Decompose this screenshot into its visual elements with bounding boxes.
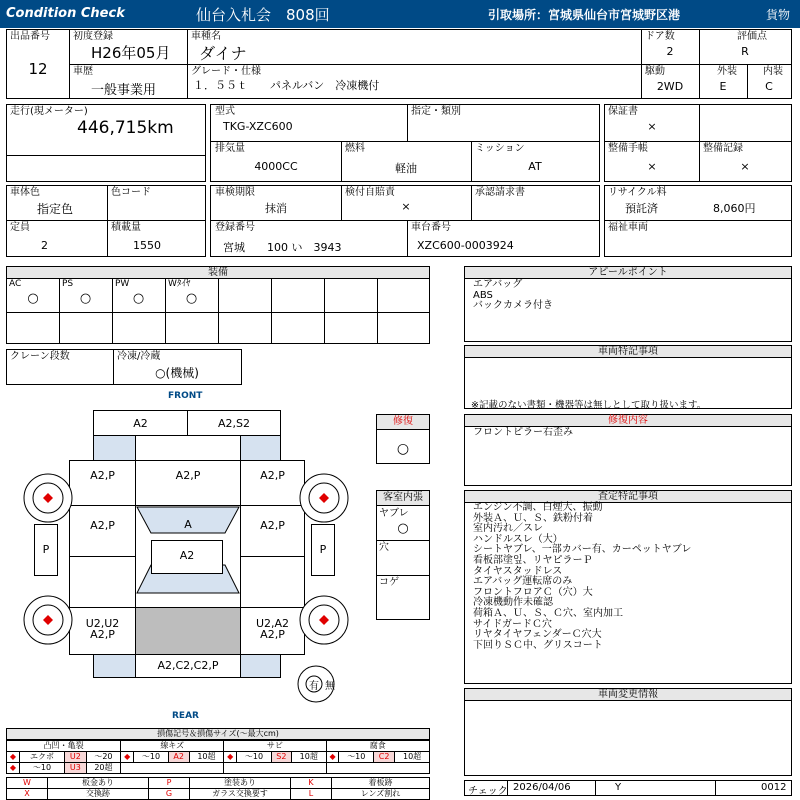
inspection-note-line: エンジン不調、白煙大、振動	[473, 502, 603, 513]
first-reg: H26年05月	[91, 44, 171, 62]
warranty-block	[604, 104, 792, 182]
interior-label: 内装	[763, 66, 783, 77]
legend-size: 〜10	[134, 752, 169, 763]
footer-check-block	[464, 780, 792, 796]
vehicle-diagram	[0, 388, 375, 723]
legend-symbol: ◆	[7, 763, 20, 774]
mileage-block	[6, 104, 206, 182]
doors-label: ドア数	[645, 31, 675, 42]
appeal-line: エアバッグ	[473, 279, 523, 290]
check-label: チェック	[468, 786, 508, 797]
color-code-label: 色コード	[111, 187, 151, 198]
approval-label: 承認請求書	[475, 187, 525, 198]
mission-label: ミッション	[475, 143, 525, 154]
change-info-title: 車両変更情報	[465, 689, 791, 701]
legend-size: 〜10	[339, 752, 374, 763]
legend-size: 〜10	[19, 763, 64, 774]
front-label: FRONT	[168, 391, 203, 401]
mileage: 446,715km	[77, 118, 174, 138]
equipment-title: 装備	[7, 267, 429, 279]
displacement-label: 排気量	[215, 143, 245, 154]
special-note: ※記載のない書類・機器等は無しとして取り扱います。	[471, 400, 707, 411]
hood: A2,P	[135, 460, 241, 506]
load-label: 積載量	[111, 222, 141, 233]
inspection-notes-title: 査定特記事項	[465, 491, 791, 503]
crane-fridge-block	[6, 349, 242, 385]
legend-size: 10超	[189, 752, 224, 763]
legend-code: A2	[168, 752, 189, 763]
trim-label: グレード・仕様	[191, 66, 261, 77]
legend-size: 〜10	[237, 752, 272, 763]
vehicle-category: 貨物	[766, 8, 791, 22]
drive: 2WD	[656, 80, 684, 93]
left-rear-panel: U2,U2 A2,P	[69, 607, 136, 655]
repair-box-mark: ○	[396, 441, 410, 457]
legend-table	[6, 740, 430, 774]
front-right-corner	[240, 435, 281, 461]
repair-box	[376, 414, 430, 464]
interior: C	[765, 80, 773, 93]
legend-code: S2	[271, 752, 291, 763]
equip-mark-ps: ○	[79, 291, 92, 306]
cabin-hole-label: 穴	[379, 542, 389, 553]
model-code: TKG-XZC600	[223, 120, 293, 133]
legend-code: L	[291, 789, 332, 800]
legend-code: X	[7, 789, 48, 800]
rear-right-corner	[240, 654, 281, 678]
spare-tire-none: 無	[325, 681, 335, 692]
drive-label: 駆動	[645, 66, 665, 77]
warranty: ×	[647, 120, 657, 133]
inspection-note-line: 下回りＳＣ中、グリスコート	[473, 639, 603, 651]
inspection-note-line: 看板部塗잎、リヤピラーＰ	[473, 554, 593, 566]
windshield: A	[184, 518, 192, 531]
left-step: P	[34, 524, 58, 576]
history: 一般事業用	[91, 83, 157, 98]
left-front-door: A2,P	[69, 505, 136, 557]
recycle-status: 預託済	[625, 202, 658, 215]
trim: １．５５ｔ パネルバン 冷凍機付	[193, 79, 380, 92]
recycle-label: リサイクル料	[608, 187, 667, 198]
appeal-block	[464, 266, 792, 342]
inspection-note-line: フロントフロアＣ（穴）大	[473, 586, 593, 598]
grade-score-label: 評価点	[737, 31, 767, 42]
chassis: XZC600-0003924	[417, 239, 514, 252]
color-block	[6, 185, 206, 257]
reg-no-label: 登録番号	[215, 222, 255, 233]
vehicle-summary-block	[6, 29, 792, 99]
legend-codes-table	[6, 777, 430, 800]
insurance: ×	[401, 200, 411, 213]
legend-code-desc: ガラス交換要す	[190, 789, 291, 800]
legend-symbol: ◆	[224, 752, 237, 763]
legend-size: 〜20	[86, 752, 121, 763]
rear-bumper: A2,C2,C2,P	[135, 654, 241, 678]
maint-record-label: 整備記録	[703, 143, 743, 154]
repair-content-line: フロントピラー右歪み	[473, 427, 573, 438]
body-color: 指定色	[37, 202, 74, 216]
cabin-title: 客室内張	[377, 491, 429, 506]
inspection-note-line: シートヤブレ、一部カバー有、カーペットヤブレ	[473, 544, 692, 556]
fridge-label: 冷凍/冷蔵	[117, 351, 161, 362]
wheel-front-left	[22, 472, 74, 524]
legend-size: エクボ	[19, 752, 64, 763]
equipment-block	[6, 266, 430, 344]
doors: 2	[666, 45, 674, 58]
legend-code-desc: 板金あり	[48, 778, 149, 789]
wheel-rear-right	[298, 594, 350, 646]
legend-code-desc: 着板跡	[332, 778, 430, 789]
legend-size: 20超	[86, 763, 121, 774]
legend-symbol: ◆	[121, 752, 134, 763]
lot-number-label: 出品番号	[10, 31, 50, 42]
equip-mark-pw: ○	[132, 291, 145, 306]
wheel-rear-left	[22, 594, 74, 646]
inspection: 抹消	[265, 202, 287, 215]
right-step: P	[311, 524, 335, 576]
legend-size: 10超	[291, 752, 326, 763]
right-front-fender: A2,P	[240, 460, 305, 506]
special-notes-block	[464, 345, 792, 409]
front-left-corner	[93, 435, 136, 461]
appeal-line: ABS	[473, 289, 493, 301]
chassis-label: 車台番号	[411, 222, 451, 233]
inspection-note-line: サイドガードＣ穴	[473, 618, 552, 630]
equip-label-wtire: Wﾀｲﾔ	[168, 279, 191, 289]
maint-book: ×	[647, 160, 657, 173]
model-code-label: 型式	[215, 106, 235, 117]
maint-record: ×	[740, 160, 750, 173]
legend-code: U3	[65, 763, 87, 774]
cabin-burn-label: コゲ	[379, 577, 399, 588]
legend-group: 腐食	[326, 741, 429, 752]
inspection-note-line: リヤタイヤフェンダーＣ穴大	[473, 629, 602, 641]
inspection-note-line: 荷箱Ａ、Ｕ、Ｓ、Ｃ穴、室内加工	[473, 607, 623, 619]
mileage-label: 走行(現メーター)	[10, 106, 88, 117]
change-info-block	[464, 688, 792, 776]
equip-mark-ac: ○	[27, 291, 39, 306]
right-rear-panel: U2,A2 A2,P	[240, 607, 305, 655]
right-front-door: A2,P	[240, 505, 305, 557]
front-bumper-right: A2,S2	[187, 410, 281, 436]
condition-check-title: Condition Check	[6, 6, 125, 21]
inspection-notes-block	[464, 490, 792, 684]
legend-code: W	[7, 778, 48, 789]
cabin-interior-box	[376, 490, 430, 620]
spec-block	[210, 104, 600, 182]
fuel-label: 燃料	[345, 143, 365, 154]
legend-size: 10超	[395, 752, 430, 763]
recycle-fee: 8,060円	[713, 202, 756, 215]
legend-symbol: ◆	[326, 752, 339, 763]
legend-group: サビ	[224, 741, 326, 752]
welfare-label: 福祉車両	[608, 222, 648, 233]
cabin-tear-mark: ○	[397, 521, 409, 536]
appeal-line: バックカメラ付き	[473, 300, 553, 312]
inspection-note-line: タイヤスタッドレス	[473, 565, 563, 577]
model-name-label: 車種名	[191, 31, 221, 42]
front-bumper-left: A2	[93, 410, 188, 436]
wheel-front-right	[298, 472, 350, 524]
exterior: E	[719, 80, 727, 93]
inspection-note-line: エアバッグ運転席のみ	[473, 576, 573, 588]
roof: A2	[151, 540, 223, 574]
capacity: 2	[41, 239, 48, 252]
legend-code-desc: 交換跡	[48, 789, 149, 800]
fridge: ○(機械)	[155, 366, 199, 380]
left-mid-panel	[69, 556, 136, 608]
history-label: 車歴	[73, 66, 93, 77]
repair-content-title: 修復内容	[465, 415, 791, 427]
legend-group: 凸凹・亀裂	[7, 741, 121, 752]
repair-content-block	[464, 414, 792, 486]
rear-label: REAR	[172, 711, 199, 721]
equip-label-ps: PS	[62, 279, 74, 289]
recycle-block	[604, 185, 792, 257]
legend-code-desc: レンズ割れ	[332, 789, 430, 800]
lot-number: 12	[28, 60, 48, 78]
first-reg-label: 初度登録	[73, 31, 113, 42]
inspection-label: 車検期限	[215, 187, 255, 198]
special-title: 車両特記事項	[465, 346, 791, 358]
load: 1550	[133, 239, 161, 252]
equip-mark-wtire: ○	[185, 291, 198, 306]
legend-code-desc: 塗装あり	[190, 778, 291, 789]
mission: AT	[528, 160, 542, 173]
cargo-floor	[135, 607, 241, 655]
appeal-title: アピールポイント	[465, 267, 791, 279]
inspection-note-line: 外装Ａ、Ｕ、Ｓ、鉄粉付着	[473, 512, 593, 524]
legend-code: G	[149, 789, 190, 800]
right-mid-panel	[240, 556, 305, 608]
reg-no: 宮城 100 い 3943	[223, 241, 342, 254]
repair-box-title: 修復	[377, 415, 429, 430]
rear-left-corner	[93, 654, 136, 678]
insurance-label: 検付自賠責	[345, 187, 395, 198]
displacement: 4000CC	[254, 160, 298, 173]
exterior-label: 外装	[717, 66, 737, 77]
legend-code: U2	[65, 752, 87, 763]
grade-score: R	[741, 45, 749, 58]
capacity-label: 定員	[10, 222, 30, 233]
equip-label-pw: PW	[115, 279, 130, 289]
warranty-label: 保証書	[608, 106, 638, 117]
designation-label: 指定・類別	[411, 106, 461, 117]
crane-label: クレーン段数	[10, 351, 70, 362]
model-name: ダイナ	[199, 44, 247, 63]
registration-block	[210, 185, 600, 257]
legend-group: 線キズ	[121, 741, 224, 752]
equip-label-ac: AC	[9, 279, 22, 289]
legend-code: C2	[374, 752, 395, 763]
fuel: 軽油	[395, 162, 417, 175]
auction-title: 仙台入札会 808回	[196, 6, 330, 24]
inspector: Y	[615, 782, 622, 793]
inspection-note-line: ハンドルスレ（大）	[473, 533, 563, 545]
legend-code: K	[291, 778, 332, 789]
serial-number: 0012	[761, 782, 787, 793]
check-date: 2026/04/06	[513, 782, 571, 793]
damage-legend	[6, 728, 430, 800]
inspection-note-line: 室内汚れ／スレ	[473, 523, 543, 535]
left-front-fender: A2,P	[69, 460, 136, 506]
cabin-tear-label: ヤブレ	[379, 508, 409, 519]
body-color-label: 車体色	[10, 187, 40, 198]
legend-symbol: ◆	[7, 752, 20, 763]
pickup-location: 引取場所：宮城県仙台市宮城野区港	[488, 8, 681, 22]
maint-book-label: 整備手帳	[608, 143, 648, 154]
legend-title: 損傷記号＆損傷サイズ(〜最大cm)	[6, 728, 430, 740]
header-bar	[0, 0, 800, 28]
spare-tire-yes: 有	[309, 681, 319, 692]
inspection-note-line: 冷凍機動作未確認	[473, 597, 553, 609]
legend-code: P	[149, 778, 190, 789]
